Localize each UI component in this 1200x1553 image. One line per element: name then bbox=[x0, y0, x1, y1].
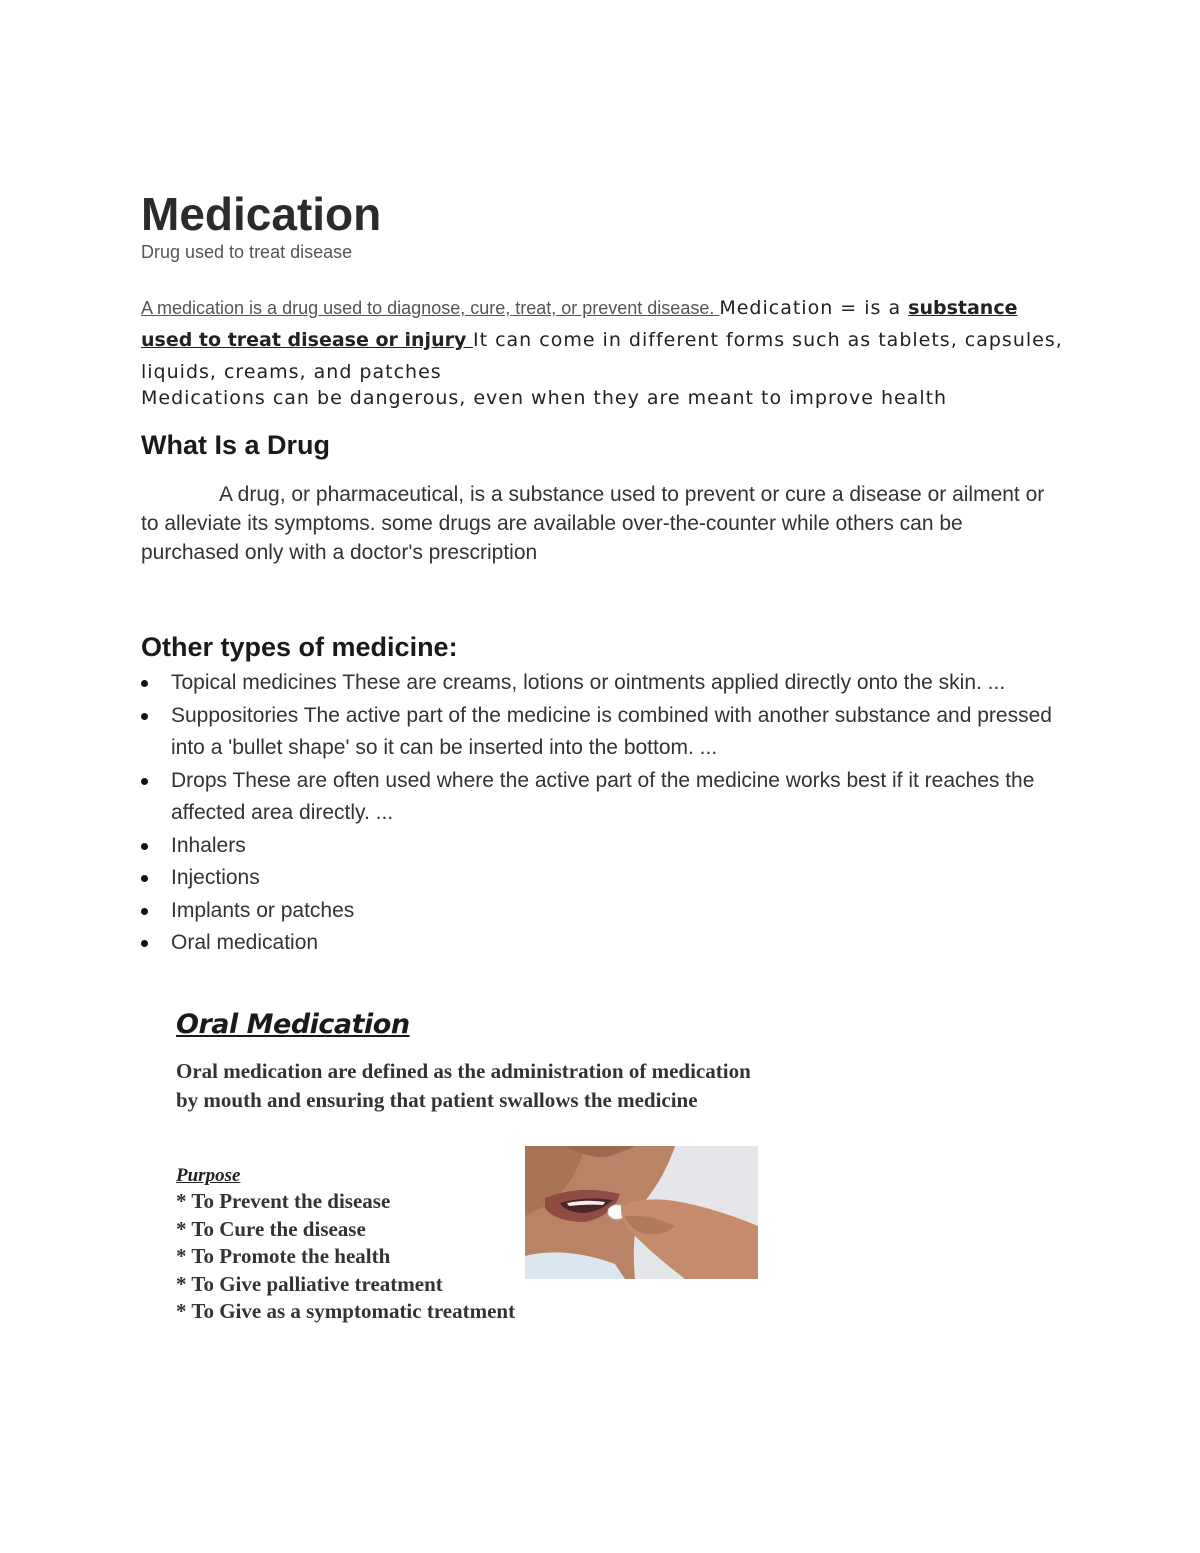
list-item bbox=[141, 830, 1061, 863]
section-heading-drug: What Is a Drug bbox=[141, 430, 331, 460]
list-item bbox=[141, 862, 1061, 895]
bullet-icon bbox=[141, 843, 148, 850]
pill-photo-illustration bbox=[525, 1146, 758, 1279]
drug-paragraph bbox=[141, 480, 1061, 567]
pill-photo bbox=[525, 1146, 758, 1279]
oral-medication-figure bbox=[170, 1005, 770, 1335]
list-item-text: Implants or patches bbox=[171, 898, 355, 922]
list-item bbox=[141, 667, 1061, 700]
purpose-item: * To Promote the health bbox=[176, 1244, 391, 1268]
bullet-icon bbox=[141, 713, 148, 720]
list-item bbox=[141, 927, 1061, 960]
purpose-item: * To Give palliative treatment bbox=[176, 1271, 443, 1296]
figure-definition: Oral medication are defined as the administration of medication by mouth and ensuring that patient swallows the medicine bbox=[176, 1059, 751, 1112]
purpose-label: Purpose bbox=[176, 1165, 241, 1186]
intro-definition-suffix: It can come in different forms such as tablets, capsules, liquids, creams, and patches bbox=[141, 329, 1063, 383]
intro-underlined-sentence: A medication is a drug used to diagnose, cure, treat, or prevent disease. bbox=[141, 298, 720, 318]
list-item bbox=[141, 700, 1061, 765]
list-item-text: Oral medication bbox=[171, 931, 319, 954]
list-item-text: Inhalers bbox=[171, 833, 246, 857]
intro-definition-bold: substance used to treat disease or injury bbox=[141, 297, 1018, 351]
purpose-item: * To Prevent the disease bbox=[176, 1189, 391, 1213]
purpose-item: * To Give as a symptomatic treatment bbox=[176, 1299, 516, 1323]
intro-paragraph bbox=[141, 292, 1071, 388]
drug-paragraph-text: A drug, or pharmaceutical, is a substance used to prevent or cure a disease or ailment or to alleviate its symptoms. some drugs are available over-the-counter while others can be purchased only with a doctor's prescription bbox=[141, 483, 1045, 564]
purpose-item: * To Cure the disease bbox=[176, 1216, 366, 1241]
intro-warning: Medications can be dangerous, even when they are meant to improve health bbox=[141, 387, 948, 409]
bullet-icon bbox=[141, 940, 148, 947]
bullet-icon bbox=[141, 680, 148, 687]
medicine-types-list bbox=[141, 667, 1061, 960]
page-title: Medication bbox=[141, 188, 382, 240]
list-item-text: Drops These are often used where the active part of the medicine works best if it reaches the affected area directly. ... bbox=[171, 768, 1035, 824]
purpose-list bbox=[176, 1188, 515, 1326]
list-item-text: Topical medicines These are creams, lotions or ointments applied directly onto the skin. ... bbox=[171, 671, 1006, 694]
figure-title: Oral Medication bbox=[176, 1009, 410, 1040]
list-item-text: Injections bbox=[171, 866, 260, 889]
bullet-icon bbox=[141, 908, 148, 915]
bullet-icon bbox=[141, 875, 148, 882]
list-item-text: Suppositories The active part of the medicine is combined with another substance and pressed into a 'bullet shape' so it can be inserted into the bottom. ... bbox=[171, 703, 1052, 759]
bullet-icon bbox=[141, 778, 148, 785]
section-heading-types: Other types of medicine: bbox=[141, 632, 458, 662]
page-subtitle: Drug used to treat disease bbox=[141, 242, 353, 262]
intro-definition-prefix: Medication = is a bbox=[719, 297, 909, 319]
list-item bbox=[141, 765, 1061, 830]
list-item bbox=[141, 895, 1061, 928]
